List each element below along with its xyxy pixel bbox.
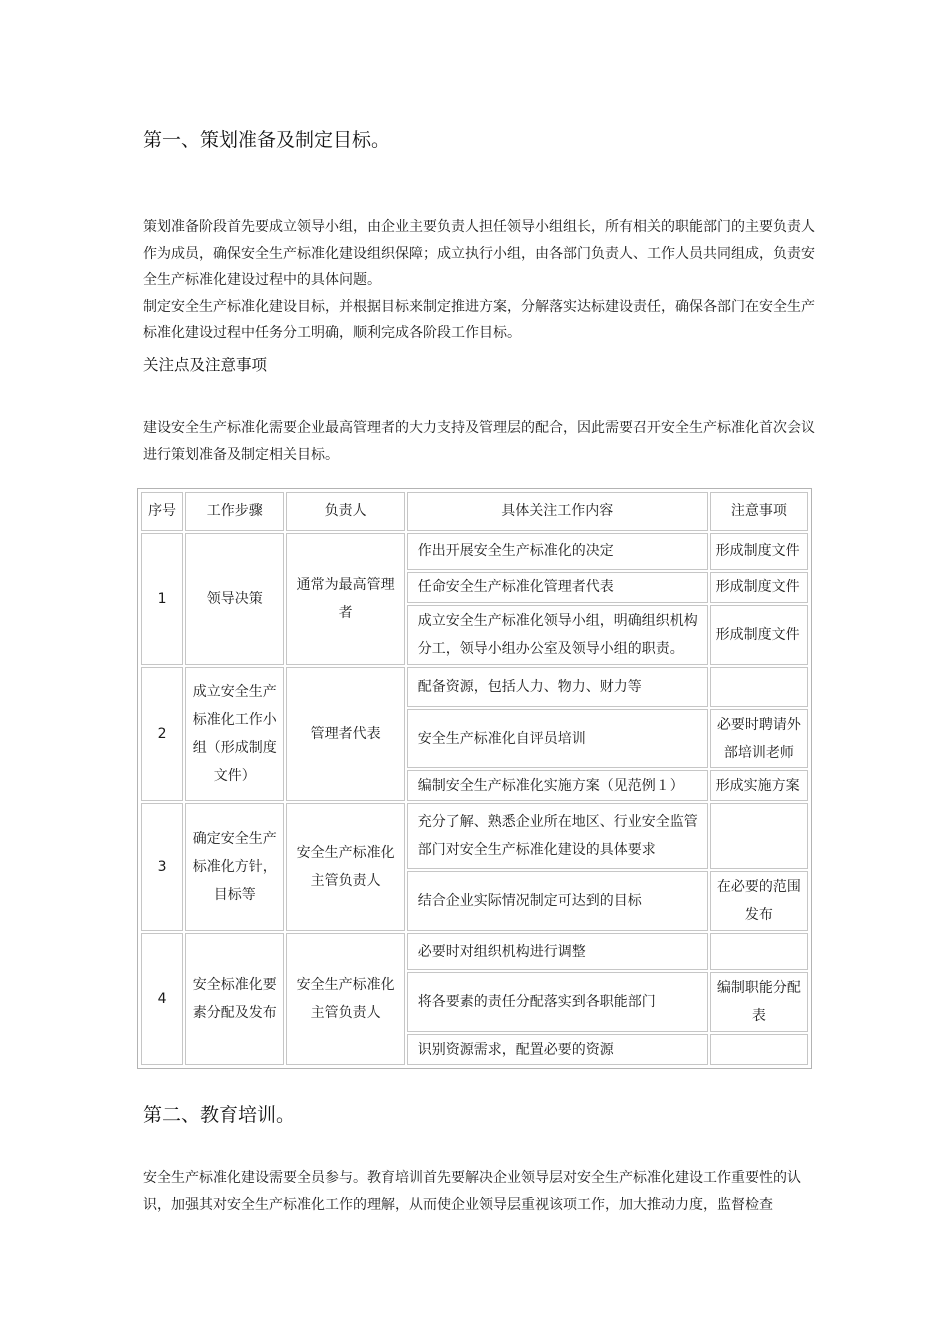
item-content: 编制安全生产标准化实施方案（见范例１） [407, 770, 708, 800]
group-step: 领导决策 [185, 533, 284, 665]
item-note: 形成制度文件 [710, 605, 808, 665]
work-steps-table [137, 488, 812, 1069]
header-owner: 负责人 [286, 492, 404, 531]
item-content: 结合企业实际情况制定可达到的目标 [407, 871, 708, 931]
group-no: 2 [141, 667, 183, 801]
item-note: 形成制度文件 [710, 533, 808, 571]
group-no: 4 [141, 933, 183, 1065]
group-owner: 通常为最高管理者 [286, 533, 404, 665]
item-content: 配备资源，包括人力、物力、财力等 [407, 667, 708, 708]
item-note [710, 667, 808, 708]
table-row [141, 933, 808, 971]
item-content: 必要时对组织机构进行调整 [407, 933, 708, 971]
item-note: 形成制度文件 [710, 572, 808, 602]
table-row [141, 533, 808, 571]
section1-heading: 第一、策划准备及制定目标。 [143, 129, 391, 151]
item-content: 将各要素的责任分配落实到各职能部门 [407, 972, 708, 1032]
item-note: 编制职能分配表 [710, 972, 808, 1032]
item-note [710, 1034, 808, 1065]
group-step: 安全标准化要素分配及发布 [185, 933, 284, 1065]
item-content: 充分了解、熟悉企业所在地区、行业安全监管部门对安全生产标准化建设的具体要求 [407, 803, 708, 869]
group-step: 确定安全生产标准化方针，目标等 [185, 803, 284, 931]
table-row [141, 803, 808, 869]
header-no: 序号 [141, 492, 183, 531]
item-content: 任命安全生产标准化管理者代表 [407, 572, 708, 602]
group-no: 1 [141, 533, 183, 665]
item-content: 作出开展安全生产标准化的决定 [407, 533, 708, 571]
item-note: 必要时聘请外部培训老师 [710, 709, 808, 768]
item-note [710, 803, 808, 869]
item-content: 成立安全生产标准化领导小组，明确组织机构分工，领导小组办公室及领导小组的职责。 [407, 605, 708, 665]
item-content: 识别资源需求，配置必要的资源 [407, 1034, 708, 1065]
group-owner: 管理者代表 [286, 667, 404, 801]
group-no: 3 [141, 803, 183, 931]
section1-paragraph-2: 制定安全生产标准化建设目标，并根据目标来制定推进方案，分解落实达标建设责任，确保各部门在安全生产标准化建设过程中任务分工明确，顺利完成各阶段工作目标。 [143, 298, 815, 341]
item-note: 在必要的范围发布 [710, 871, 808, 931]
item-note [710, 933, 808, 971]
header-step: 工作步骤 [185, 492, 284, 531]
table-header-row [141, 492, 808, 531]
section1-body [143, 214, 818, 347]
table-row [141, 667, 808, 708]
section1-subheading: 关注点及注意事项 [143, 356, 268, 374]
section2-heading: 第二、教育培训。 [143, 1104, 296, 1126]
section2-paragraph-1: 安全生产标准化建设需要全员参与。教育培训首先要解决企业领导层对安全生产标准化建设工作重要性的认识，加强其对安全生产标准化工作的理解，从而使企业领导层重视该项工作，加大推动力度，监督检查 [143, 1170, 801, 1213]
header-note: 注意事项 [710, 492, 808, 531]
section1-paragraph-1: 策划准备阶段首先要成立领导小组，由企业主要负责人担任领导小组组长，所有相关的职能部门的主要负责人作为成员，确保安全生产标准化建设组织保障；成立执行小组，由各部门负责人、工作人员共同组成，负责安全生产标准化建设过程中的具体问题。 [143, 219, 815, 288]
group-owner: 安全生产标准化主管负责人 [286, 933, 404, 1065]
group-step: 成立安全生产标准化工作小组（形成制度文件） [185, 667, 284, 801]
header-content: 具体关注工作内容 [407, 492, 708, 531]
group-owner: 安全生产标准化主管负责人 [286, 803, 404, 931]
section1-paragraph-3: 建设安全生产标准化需要企业最高管理者的大力支持及管理层的配合，因此需要召开安全生产标准化首次会议进行策划准备及制定相关目标。 [143, 420, 815, 463]
item-note: 形成实施方案 [710, 770, 808, 800]
item-content: 安全生产标准化自评员培训 [407, 709, 708, 768]
